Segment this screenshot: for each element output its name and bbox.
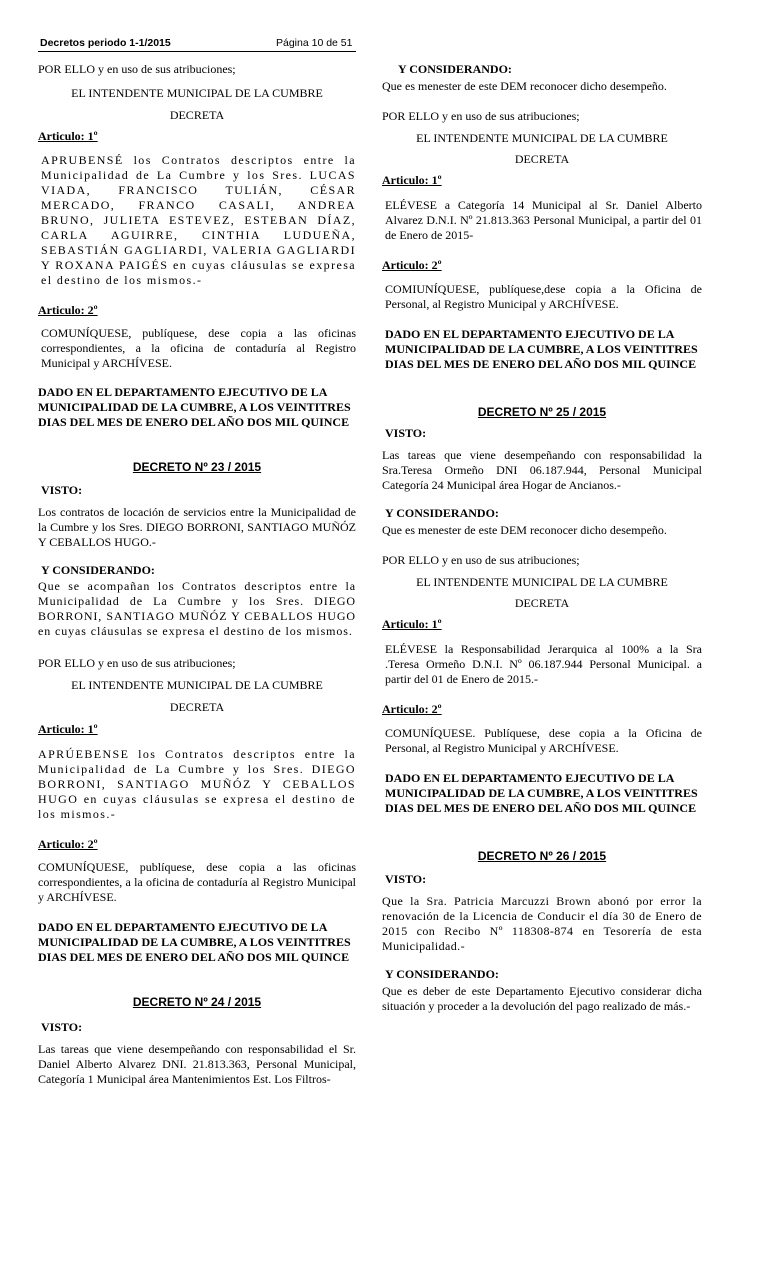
- considerando-text: Que es menester de este DEM reconocer dicho desempeño.: [382, 79, 667, 93]
- por-ello-text: POR ELLO y en uso de sus atribuciones;: [382, 109, 580, 123]
- por-ello-text: POR ELLO y en uso de sus atribuciones;: [382, 553, 580, 567]
- decreta-heading: DECRETA: [514, 152, 570, 166]
- articulo-2-text: COMUNÍQUESE. Publíquese, dese copia a la Oficina de Personal, al Registro Municipal y ARCHÍVESE.: [385, 726, 702, 755]
- dado-text: DADO EN EL DEPARTAMENTO EJECUTIVO DE LA MUNICIPALIDAD DE LA CUMBRE, A LOS VEINTITRES DIAS DEL MES DE ENERO DEL AÑO DOS MIL QUINCE: [38, 385, 351, 429]
- decreta-heading: DECRETA: [169, 700, 225, 714]
- articulo-2-text: COMUNÍQUESE, publíquese, dese copia a las oficinas correspondientes, a la oficina de contaduría al Registro Municipal y ARCHÍVESE.: [38, 860, 356, 904]
- articulo-1-label: Articulo: 1º: [382, 173, 442, 187]
- left-column: [38, 62, 356, 1087]
- decreto-26-title: DECRETO Nº 26 / 2015: [477, 849, 607, 863]
- articulo-2-text: COMUNÍQUESE, publíquese, dese copia a las oficinas correspondientes, a la oficina de contaduría al Registro Municipal y ARCHÍVESE.: [41, 326, 356, 370]
- articulo-1-text: APRUBENSÉ los Contratos descriptos entre la Municipalidad de La Cumbre y los Sres. LUCAS VIADA, FRANCISCO TULIÁN, CÉSAR MERCADO, FRANCO CASALI, ANDREA BRUNO, JULIETA ESTEVEZ, ESTEBAN DÍAZ, CARLA AGUIRRE, CINTHIA LUDUEÑA, SEBASTIÁN GAGLIARDI, VALERIA GAGLIARDI Y ROXANA PAIGÉS en cuyas cláusulas se expresa el destino de los mismos.-: [41, 153, 356, 287]
- visto-text: Los contratos de locación de servicios entre la Municipalidad de la Cumbre y los Sres. DIEGO BORRONI, SANTIAGO MUÑÓZ Y CEBALLOS HUGO.-: [38, 505, 356, 549]
- right-column: [382, 62, 702, 1014]
- decreto-25-title: DECRETO Nº 25 / 2015: [477, 405, 607, 419]
- articulo-2-label: Articulo: 2º: [382, 702, 442, 716]
- considerando-label: Y CONSIDERANDO:: [41, 563, 155, 577]
- articulo-1-label: Articulo: 1º: [38, 129, 98, 143]
- articulo-1-label: Articulo: 1º: [382, 617, 442, 631]
- articulo-2-label: Articulo: 2º: [38, 837, 98, 851]
- intendente-heading: EL INTENDENTE MUNICIPAL DE LA CUMBRE: [416, 131, 668, 145]
- visto-text: Que la Sra. Patricia Marcuzzi Brown abonó por error la renovación de la Licencia de Conducir el día 30 de Enero de 2015 con Recibo Nº 118308-874 en Tesorería de esta Municipalidad.-: [382, 894, 702, 953]
- decreto-23-title: DECRETO Nº 23 / 2015: [132, 460, 262, 474]
- decreta-heading: DECRETA: [169, 108, 225, 122]
- articulo-2-label: Articulo: 2º: [382, 258, 442, 272]
- visto-label: VISTO:: [385, 426, 427, 440]
- por-ello-text: POR ELLO y en uso de sus atribuciones;: [38, 656, 236, 670]
- visto-label: VISTO:: [41, 483, 83, 497]
- intendente-heading: EL INTENDENTE MUNICIPAL DE LA CUMBRE: [71, 678, 323, 692]
- decreto-24-title: DECRETO Nº 24 / 2015: [132, 995, 262, 1009]
- articulo-2-label: Articulo: 2º: [38, 303, 98, 317]
- considerando-text: Que es menester de este DEM reconocer dicho desempeño.: [382, 523, 667, 537]
- dado-text: DADO EN EL DEPARTAMENTO EJECUTIVO DE LA MUNICIPALIDAD DE LA CUMBRE, A LOS VEINTITRES DIAS DEL MES DE ENERO DEL AÑO DOS MIL QUINCE: [38, 920, 351, 964]
- page-header: [38, 35, 356, 52]
- intendente-heading: EL INTENDENTE MUNICIPAL DE LA CUMBRE: [416, 575, 668, 589]
- document-title: Decretos periodo 1-1/2015: [40, 37, 171, 49]
- intendente-heading: EL INTENDENTE MUNICIPAL DE LA CUMBRE: [71, 86, 323, 100]
- considerando-label: Y CONSIDERANDO:: [385, 967, 499, 981]
- por-ello-text: POR ELLO y en uso de sus atribuciones;: [38, 62, 236, 76]
- page-number: Página 10 de 51: [276, 37, 353, 49]
- dado-text: DADO EN EL DEPARTAMENTO EJECUTIVO DE LA MUNICIPALIDAD DE LA CUMBRE, A LOS VEINTITRES DIAS DEL MES DE ENERO DEL AÑO DOS MIL QUINCE: [385, 771, 698, 815]
- considerando-label: Y CONSIDERANDO:: [385, 506, 499, 520]
- articulo-1-text: ELÉVESE la Responsabilidad Jerarquica al 100% a la Sra .Teresa Ormeño D.N.I. Nº 06.187.944 Personal Municipal. a partir del 01 de Enero de 2015.-: [385, 642, 702, 686]
- considerando-text: Que se acompañan los Contratos descriptos entre la Municipalidad de La Cumbre y los Sres. DIEGO BORRONI, SANTIAGO MUÑÓZ Y CEBALLOS HUGO en cuyas cláusulas se expresa el destino de los mismos.: [38, 579, 356, 638]
- considerando-text: Que es deber de este Departamento Ejecutivo considerar dicha situación y proceder a la devolución del pago realizado de más.-: [382, 984, 702, 1013]
- considerando-label: Y CONSIDERANDO:: [398, 62, 512, 76]
- articulo-1-text: APRÚEBENSE los Contratos descriptos entre la Municipalidad de La Cumbre y los Sres. DIEGO BORRONI, SANTIAGO MUÑÓZ Y CEBALLOS HUGO en cuyas cláusulas se expresa el destino de los mismos.-: [38, 747, 356, 821]
- articulo-1-label: Articulo: 1º: [38, 722, 98, 736]
- articulo-1-text: ELÉVESE a Categoría 14 Municipal al Sr. Daniel Alberto Alvarez D.N.I. Nº 21.813.363 Personal Municipal, a partir del 01 de Enero de 2015-: [385, 198, 702, 242]
- visto-text: Las tareas que viene desempeñando con responsabilidad el Sr. Daniel Alberto Alvarez DNI. 21.813.363, Personal Municipal, Categoría 1 Municipal área Mantenimientos Est. Los Filtros-: [38, 1042, 356, 1086]
- decreta-heading: DECRETA: [514, 596, 570, 610]
- visto-text: Las tareas que viene desempeñando con responsabilidad la Sra.Teresa Ormeño DNI 06.187.944, Personal Municipal Categoría 24 Municipal área Hogar de Ancianos.-: [382, 448, 702, 492]
- articulo-2-text: COMIUNÍQUESE, publíquese,dese copia a la Oficina de Personal, al Registro Municipal y ARCHÍVESE.: [385, 282, 702, 311]
- visto-label: VISTO:: [41, 1020, 83, 1034]
- visto-label: VISTO:: [385, 872, 427, 886]
- dado-text: DADO EN EL DEPARTAMENTO EJECUTIVO DE LA MUNICIPALIDAD DE LA CUMBRE, A LOS VEINTITRES DIAS DEL MES DE ENERO DEL AÑO DOS MIL QUINCE: [385, 327, 698, 371]
